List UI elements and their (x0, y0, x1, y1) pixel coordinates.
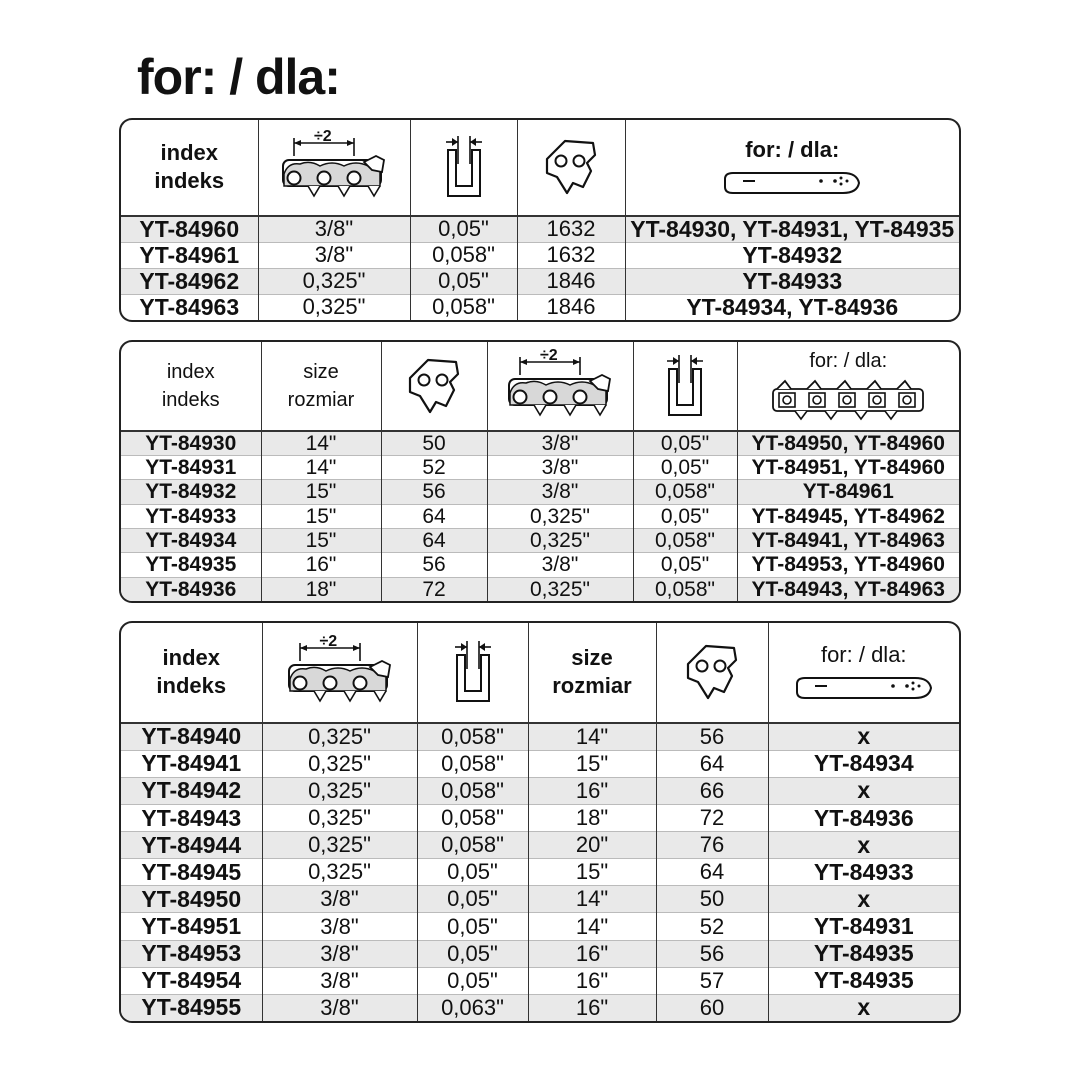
value-cell: 0,05" (417, 967, 528, 994)
index-cell: YT-84960 (121, 216, 258, 243)
table-row (121, 750, 959, 777)
value-cell: 14" (261, 455, 381, 479)
index-cell: YT-84943 (121, 804, 262, 831)
header-for-label: for: / dla: (745, 137, 840, 163)
value-cell: 3/8" (262, 994, 417, 1021)
header-pitch (262, 623, 417, 723)
value-cell: 14" (261, 431, 381, 456)
table-body (121, 216, 959, 320)
table-row (121, 804, 959, 831)
pitch-divide-label: ÷2 (540, 346, 558, 364)
value-cell: 15" (261, 528, 381, 552)
index-cell: YT-84954 (121, 967, 262, 994)
value-cell: 66 (656, 777, 768, 804)
header-size-label: size (303, 360, 339, 383)
chain-link-icon (406, 356, 462, 416)
table-body (121, 723, 959, 1022)
value-cell: 52 (656, 913, 768, 940)
compatible-cell: YT-84945, YT-84962 (737, 504, 959, 528)
value-cell: 14" (528, 886, 656, 913)
value-cell: 1632 (517, 216, 625, 243)
table-row (121, 832, 959, 859)
value-cell: 60 (656, 994, 768, 1021)
value-cell: 72 (381, 577, 487, 601)
compatible-cell: YT-84933 (625, 268, 959, 294)
table-row (121, 940, 959, 967)
value-cell: 3/8" (262, 967, 417, 994)
value-cell: 16" (528, 994, 656, 1021)
value-cell: 18" (261, 577, 381, 601)
index-cell: YT-84934 (121, 528, 261, 552)
value-cell: 16" (261, 553, 381, 577)
value-cell: 0,05" (633, 553, 737, 577)
compatible-cell: YT-84941, YT-84963 (737, 528, 959, 552)
value-cell: 0,325" (262, 832, 417, 859)
table-row (121, 504, 959, 528)
compatible-cell: YT-84935 (768, 967, 959, 994)
page-title: for: / dla: (137, 49, 340, 105)
value-cell: 0,325" (262, 859, 417, 886)
value-cell: 1846 (517, 294, 625, 320)
value-cell: 0,058" (417, 832, 528, 859)
table-row (121, 480, 959, 504)
value-cell: 20" (528, 832, 656, 859)
header-rozmiar-label: rozmiar (552, 673, 632, 699)
index-cell: YT-84941 (121, 750, 262, 777)
header-gauge (633, 342, 737, 431)
value-cell: 50 (656, 886, 768, 913)
index-cell: YT-84932 (121, 480, 261, 504)
value-cell: 0,058" (633, 577, 737, 601)
compatible-cell: YT-84943, YT-84963 (737, 577, 959, 601)
value-cell: 18" (528, 804, 656, 831)
header-pitch (258, 120, 410, 216)
chain-size-table (119, 621, 961, 1023)
value-cell: 64 (656, 859, 768, 886)
compatible-cell: YT-84931 (768, 913, 959, 940)
chain-link-icon (543, 137, 599, 197)
value-cell: 15" (261, 480, 381, 504)
value-cell: 0,058" (417, 777, 528, 804)
header-links (381, 342, 487, 431)
value-cell: 0,325" (487, 577, 633, 601)
compatible-cell: x (768, 832, 959, 859)
value-cell: 3/8" (487, 431, 633, 456)
gauge-icon (442, 134, 486, 200)
guide-bar-icon (721, 169, 863, 197)
table-row (121, 577, 959, 601)
value-cell: 0,325" (262, 723, 417, 751)
header-gauge (417, 623, 528, 723)
index-cell: YT-84962 (121, 268, 258, 294)
compatible-cell: YT-84953, YT-84960 (737, 553, 959, 577)
table-row (121, 294, 959, 320)
table-row (121, 777, 959, 804)
header-size-label: size (571, 645, 613, 671)
value-cell: 56 (381, 480, 487, 504)
value-cell: 0,05" (633, 455, 737, 479)
value-cell: 14" (528, 913, 656, 940)
value-cell: 64 (656, 750, 768, 777)
compatible-cell: YT-84934, YT-84936 (625, 294, 959, 320)
value-cell: 76 (656, 832, 768, 859)
value-cell: 0,325" (262, 777, 417, 804)
value-cell: 16" (528, 777, 656, 804)
header-index (121, 120, 258, 216)
table-row (121, 455, 959, 479)
pitch-divide-label: ÷2 (314, 128, 332, 146)
value-cell: 0,325" (487, 504, 633, 528)
compatible-cell: x (768, 723, 959, 751)
index-cell: YT-84933 (121, 504, 261, 528)
value-cell: 0,058" (410, 294, 517, 320)
value-cell: 56 (656, 723, 768, 751)
value-cell: 3/8" (487, 480, 633, 504)
index-cell: YT-84944 (121, 832, 262, 859)
value-cell: 16" (528, 940, 656, 967)
value-cell: 15" (528, 750, 656, 777)
value-cell: 1632 (517, 242, 625, 268)
index-cell: YT-84955 (121, 994, 262, 1021)
index-cell: YT-84945 (121, 859, 262, 886)
index-cell: YT-84930 (121, 431, 261, 456)
index-cell: YT-84953 (121, 940, 262, 967)
index-cell: YT-84931 (121, 455, 261, 479)
value-cell: 3/8" (262, 886, 417, 913)
header-indeks-label: indeks (156, 673, 227, 699)
value-cell: 72 (656, 804, 768, 831)
header-size (528, 623, 656, 723)
value-cell: 0,058" (410, 242, 517, 268)
value-cell: 0,05" (633, 431, 737, 456)
value-cell: 0,058" (633, 528, 737, 552)
table-row (121, 723, 959, 751)
value-cell: 64 (381, 504, 487, 528)
gauge-icon (663, 353, 707, 419)
header-indeks-label: indeks (154, 168, 225, 194)
value-cell: 64 (381, 528, 487, 552)
table-row (121, 859, 959, 886)
table-row (121, 216, 959, 243)
table-row (121, 431, 959, 456)
value-cell: 56 (381, 553, 487, 577)
chain-pitch-icon (506, 353, 614, 419)
value-cell: 50 (381, 431, 487, 456)
chain-table-grid (121, 120, 959, 320)
compatible-cell: x (768, 886, 959, 913)
compatible-cell: YT-84935 (768, 940, 959, 967)
value-cell: 1846 (517, 268, 625, 294)
header-rozmiar-label: rozmiar (287, 388, 355, 411)
value-cell: 14" (528, 723, 656, 751)
header-size (261, 342, 381, 431)
header-index (121, 342, 261, 431)
compatible-cell: x (768, 994, 959, 1021)
value-cell: 57 (656, 967, 768, 994)
header-for-label: for: / dla: (820, 642, 907, 668)
header-for (625, 120, 959, 216)
compatible-cell: YT-84936 (768, 804, 959, 831)
value-cell: 3/8" (258, 242, 410, 268)
header-for (768, 623, 959, 723)
table-row (121, 913, 959, 940)
value-cell: 0,05" (410, 268, 517, 294)
compatible-cell: YT-84950, YT-84960 (737, 431, 959, 456)
compatible-cell: YT-84930, YT-84931, YT-84935 (625, 216, 959, 243)
index-cell: YT-84961 (121, 242, 258, 268)
compatible-cell: YT-84951, YT-84960 (737, 455, 959, 479)
table-header (121, 623, 959, 723)
compatible-cell: YT-84961 (737, 480, 959, 504)
header-for (737, 342, 959, 431)
index-cell: YT-84940 (121, 723, 262, 751)
header-for-label: for: / dla: (809, 350, 888, 373)
header-links (656, 623, 768, 723)
guide-bar-icon (793, 674, 935, 702)
header-index-label: index (160, 140, 218, 166)
value-cell: 0,05" (417, 940, 528, 967)
table-row (121, 886, 959, 913)
index-cell: YT-84950 (121, 886, 262, 913)
value-cell: 0,325" (487, 528, 633, 552)
compatible-cell: YT-84934 (768, 750, 959, 777)
header-pitch (487, 342, 633, 431)
value-cell: 0,325" (258, 268, 410, 294)
compatible-cell: YT-84933 (768, 859, 959, 886)
header-gauge (410, 120, 517, 216)
header-indeks-label: indeks (161, 388, 220, 411)
value-cell: 16" (528, 967, 656, 994)
chain-pitch-icon (280, 134, 388, 200)
chain-strip-icon (771, 379, 925, 421)
table-row (121, 242, 959, 268)
header-index (121, 623, 262, 723)
value-cell: 0,05" (417, 859, 528, 886)
value-cell: 52 (381, 455, 487, 479)
value-cell: 0,05" (410, 216, 517, 243)
value-cell: 0,05" (633, 504, 737, 528)
table-row (121, 268, 959, 294)
chain-size-table-grid (121, 623, 959, 1021)
table-row (121, 967, 959, 994)
chain-link-icon (684, 642, 740, 702)
value-cell: 3/8" (258, 216, 410, 243)
value-cell: 15" (261, 504, 381, 528)
value-cell: 3/8" (487, 553, 633, 577)
value-cell: 0,058" (417, 804, 528, 831)
value-cell: 15" (528, 859, 656, 886)
value-cell: 3/8" (487, 455, 633, 479)
value-cell: 0,05" (417, 913, 528, 940)
header-links (517, 120, 625, 216)
table-row (121, 994, 959, 1021)
value-cell: 56 (656, 940, 768, 967)
chain-pitch-icon (286, 639, 394, 705)
value-cell: 0,325" (262, 804, 417, 831)
value-cell: 0,325" (262, 750, 417, 777)
value-cell: 0,058" (633, 480, 737, 504)
bar-table (119, 340, 961, 603)
table-body (121, 431, 959, 601)
index-cell: YT-84936 (121, 577, 261, 601)
bar-table-grid (121, 342, 959, 601)
value-cell: 0,058" (417, 750, 528, 777)
gauge-icon (451, 639, 495, 705)
index-cell: YT-84935 (121, 553, 261, 577)
index-cell: YT-84963 (121, 294, 258, 320)
header-index-label: index (166, 360, 215, 383)
chain-table (119, 118, 961, 322)
value-cell: 0,063" (417, 994, 528, 1021)
value-cell: 0,058" (417, 723, 528, 751)
value-cell: 3/8" (262, 913, 417, 940)
pitch-divide-label: ÷2 (319, 633, 338, 651)
header-index-label: index (162, 645, 220, 671)
index-cell: YT-84942 (121, 777, 262, 804)
compatible-cell: YT-84932 (625, 242, 959, 268)
value-cell: 3/8" (262, 940, 417, 967)
compatible-cell: x (768, 777, 959, 804)
value-cell: 0,325" (258, 294, 410, 320)
table-row (121, 528, 959, 552)
table-header (121, 342, 959, 431)
value-cell: 0,05" (417, 886, 528, 913)
table-header (121, 120, 959, 216)
index-cell: YT-84951 (121, 913, 262, 940)
table-row (121, 553, 959, 577)
